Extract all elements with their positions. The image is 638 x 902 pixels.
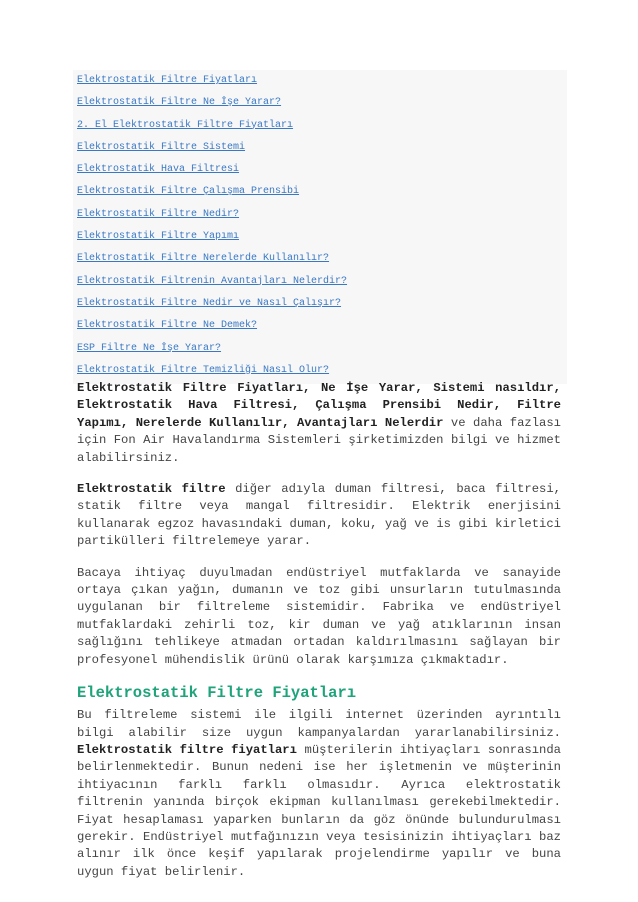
toc-link[interactable]: 2. El Elektrostatik Filtre Fiyatları <box>77 119 294 131</box>
section-paragraph <box>77 707 561 881</box>
definition-bold: Elektrostatik filtre <box>77 482 226 497</box>
section-bold: Elektrostatik filtre fiyatları <box>77 742 297 757</box>
intro-text: ve daha fazlası için Fon Air Havalandırma Sistemleri şirketimizden bilgi ve hizmet alabilirsiniz. <box>77 415 561 465</box>
toc-link[interactable]: Elektrostatik Filtre Yapımı <box>77 231 240 243</box>
toc-link[interactable]: Elektrostatik Filtre Fiyatları <box>77 75 258 86</box>
toc-link[interactable]: Elektrostatik Filtre Nedir ve Nasıl Çalışır? <box>77 297 342 309</box>
toc-link[interactable]: ESP Filtre Ne İşe Yarar? <box>77 342 222 354</box>
definition-paragraph <box>77 481 561 551</box>
definition-text: diğer adıyla duman filtresi, baca filtresi, statik filtre veya mangal filtresidir. Elektrik enerjisini kullanarak egzoz havasındaki duman, koku, yağ ve is gibi kirletici partikülleri filtrelemeye yarar. <box>77 482 561 549</box>
toc-link[interactable]: Elektrostatik Filtrenin Avantajları Nelerdir? <box>77 275 348 287</box>
section-heading: Elektrostatik Filtre Fiyatları <box>77 684 357 703</box>
toc-link[interactable]: Elektrostatik Hava Filtresi <box>77 164 240 176</box>
toc-link[interactable]: Elektrostatik Filtre Ne İşe Yarar? <box>77 97 282 109</box>
section-text-2: müşterilerin ihtiyaçları sonrasında belirlenmektedir. Bunun nedeni ise her işletmenin ve müşterinin ihtiyacının farklı farklı olmasıdır. Ayrıca elektrostatik filtrenin yanında birçok ekipman kullanılması gerekebilmektedir. Fiyat hesaplaması yaparken bunların da göz önünde bulundurulması gerekir. Endüstriyel mutfağınızın veya tesisinizin ihtiyaçları baz alınır ilk önce keşif yapılarak projelendirme yapılır ve buna uygun fiyat belirlenir. <box>77 742 561 879</box>
intro-bold: Elektrostatik Filtre Fiyatları, Ne İşe Yarar, Sistemi nasıldır, Elektrostatik Hava Filtresi, Çalışma Prensibi Nedir, Filtre Yapımı, Nerelerde Kullanılır, Avantajları Nelerdir <box>77 381 561 430</box>
intro-paragraph <box>77 380 561 467</box>
section-text-1: Bu filtreleme sistemi ile ilgili internet üzerinden ayrıntılı bilgi alabilir size uygun kampanyalardan yararlanabilirsiniz. <box>77 708 561 740</box>
toc-link[interactable]: Elektrostatik Filtre Nedir? <box>77 208 240 220</box>
toc-link[interactable]: Elektrostatik Filtre Nerelerde Kullanılır? <box>77 253 330 265</box>
article-body <box>77 380 561 895</box>
toc-link[interactable]: Elektrostatik Filtre Sistemi <box>77 141 246 153</box>
usage-paragraph: Bacaya ihtiyaç duyulmadan endüstriyel mutfaklarda ve sanayide ortaya çıkan yağın, dumanın ve toz gibi unsurların tutulmasında uygulanan bir filtreleme sistemidir. Fabrika ve endüstriyel mutfaklardaki zehirli toz, kir duman ve yağ atıklarının insan sağlığını tehlikeye atmadan ortadan kaldırılmasını sağlayan bir profesyonel mühendislik ürünü olarak karşımıza çıkmaktadır. <box>77 565 561 667</box>
table-of-contents <box>73 70 567 384</box>
toc-link[interactable]: Elektrostatik Filtre Çalışma Prensibi <box>77 186 300 198</box>
toc-link[interactable]: Elektrostatik Filtre Ne Demek? <box>77 320 258 332</box>
toc-link[interactable]: Elektrostatik Filtre Temizliği Nasıl Olur? <box>77 364 330 376</box>
